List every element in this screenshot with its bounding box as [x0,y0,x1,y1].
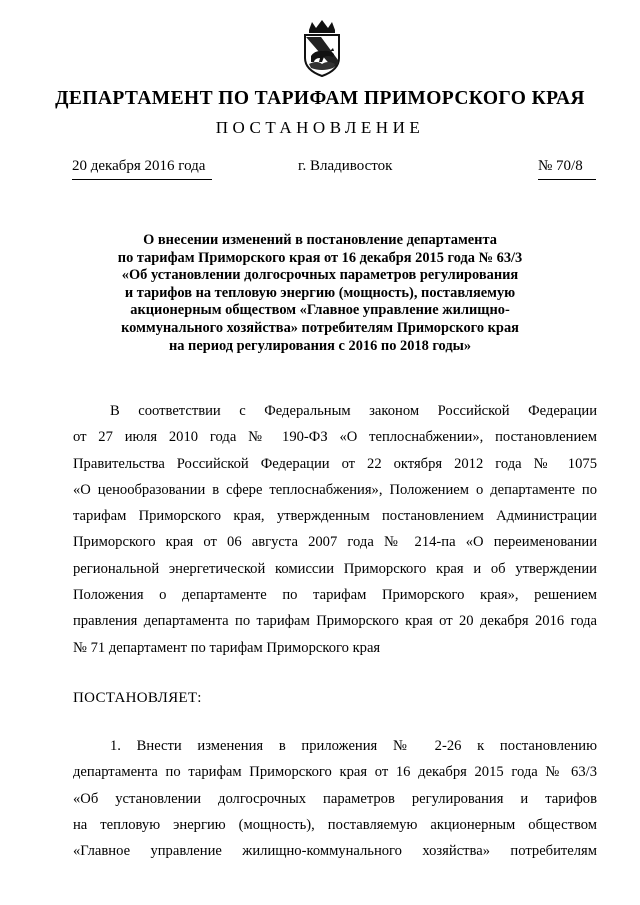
subject-line: «Об установлении долгосрочных параметров регулирования [121,267,519,284]
preamble-line: Правительства Российской Федерации от 22 октября 2012 года № 1075 [73,455,597,472]
item-1-paragraph [73,733,597,864]
preamble-line: правления департамента по тарифам Приморского края от 20 декабря 2016 года [73,613,597,630]
subject-line: О внесении изменений в постановление департамента [143,232,497,248]
decree-word: ПОСТАНОВЛЯЕТ: [73,690,202,706]
preamble-line: «О ценообразовании в сфере теплоснабжения», Положением о департаменте по [73,481,597,498]
document-subject [60,232,580,355]
item-1-line: департамента по тарифам Приморского края от 16 декабря 2015 года № 63/3 [73,764,597,781]
preamble-line: тарифам Приморского края, утвержденным постановлением Администрации [73,508,597,525]
item-1-line: на тепловую энергию (мощность), поставляемую акционерным обществом [73,816,597,833]
document-number: № 70/8 [538,158,596,180]
subject-line: акционерным обществом «Главное управление жилищно- [130,302,510,319]
preamble-line: Положения о департаменте по тарифам Приморского края», решением [73,587,597,604]
preamble-paragraph [73,398,597,661]
item-1-line: «Об установлении долгосрочных параметров регулирования и тарифов [73,790,597,807]
preamble-line: В соответствии с Федеральным законом Российской Федерации [110,403,597,419]
primorsky-krai-coat-of-arms-icon [297,20,347,78]
subject-line: и тарифов на тепловую энергию (мощность), поставляемую [124,284,516,301]
preamble-line: от 27 июля 2010 года № 190-ФЗ «О теплоснабжении», постановлением [73,429,597,446]
preamble-line: Приморского края от 06 августа 2007 года № 214-па «О переименовании [73,534,597,551]
document-city: г. Владивосток [298,158,393,174]
department-title: ДЕПАРТАМЕНТ ПО ТАРИФАМ ПРИМОРСКОГО КРАЯ [55,88,585,109]
item-1-line: 1. Внести изменения в приложения № 2-26 к постановлению [110,738,597,754]
subject-line: на период регулирования с 2016 по 2018 годы» [168,337,472,354]
document-type: ПОСТАНОВЛЕНИЕ [215,118,425,137]
document-date: 20 декабря 2016 года [72,158,212,180]
item-1-line: «Главное управление жилищно-коммунального хозяйства» потребителям [73,843,597,860]
subject-line: по тарифам Приморского края от 16 декабря 2015 года № 63/3 [117,249,523,266]
preamble-line: № 71 департамент по тарифам Приморского края [73,639,381,656]
preamble-line: региональной энергетической комиссии Приморского края и об утверждении [73,560,597,577]
subject-line: коммунального хозяйства» потребителям Приморского края [121,319,519,336]
